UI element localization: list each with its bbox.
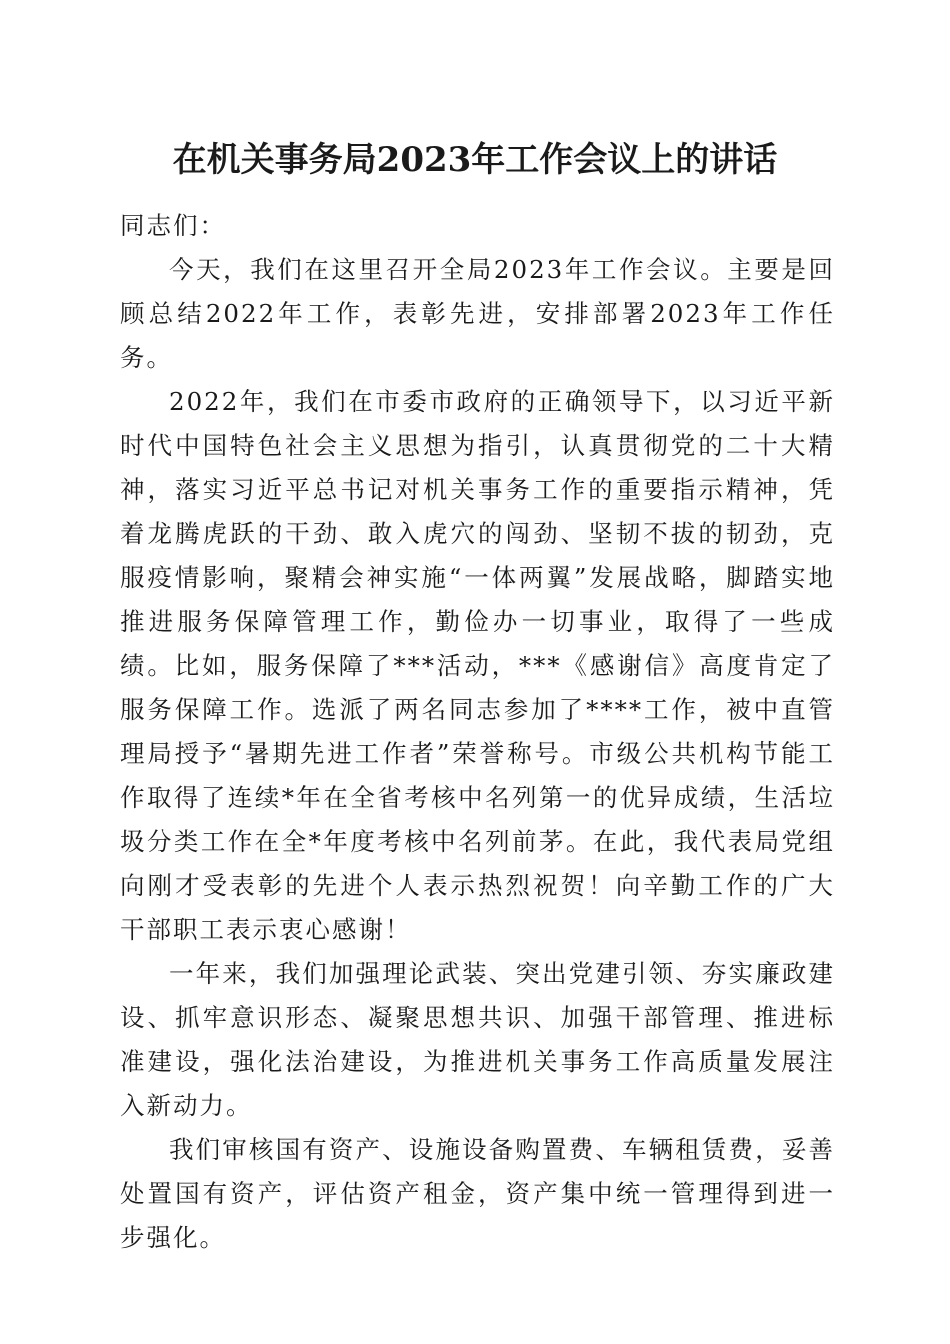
salutation: 同志们： — [120, 211, 226, 240]
document-body — [120, 204, 835, 1260]
paragraph-assets: 我们审核国有资产、设施设备购置费、车辆租赁费，妥善处置国有资产，评估资产租金，资产集中统一管理得到进一步强化。 — [120, 1135, 835, 1252]
paragraph-party-building: 一年来，我们加强理论武装、突出党建引领、夯实廉政建设、抓牢意识形态、凝聚思想共识、加强干部管理、推进标准建设，强化法治建设，为推进机关事务工作高质量发展注入新动力。 — [120, 959, 835, 1120]
paragraph-intro: 今天，我们在这里召开全局2023年工作会议。主要是回顾总结2022年工作，表彰先进，安排部署2023年工作任务。 — [120, 255, 835, 372]
document-title: 在机关事务局2023年工作会议上的讲话 — [172, 140, 778, 180]
paragraph-achievements: 2022年，我们在市委市政府的正确领导下，以习近平新时代中国特色社会主义思想为指引，认真贯彻党的二十大精神，落实习近平总书记对机关事务工作的重要指示精神，凭着龙腾虎跃的干劲、敢入虎穴的闯劲、坚韧不拔的韧劲，克服疫情影响，聚精会神实施“一体两翼”发展战略，脚踏实地推进服务保障管理工作，勤俭办一切事业，取得了一些成绩。比如，服务保障了***活动，***《感谢信》高度肯定了服务保障工作。选派了两名同志参加了****工作，被中直管理局授予“暑期先进工作者”荣誉称号。市级公共机构节能工作取得了连续*年在全省考核中名列第一的优异成绩，生活垃圾分类工作在全*年度考核中名列前茅。在此，我代表局党组向刚才受表彰的先进个人表示热烈祝贺！向辛勤工作的广大干部职工表示衷心感谢！ — [120, 387, 835, 944]
